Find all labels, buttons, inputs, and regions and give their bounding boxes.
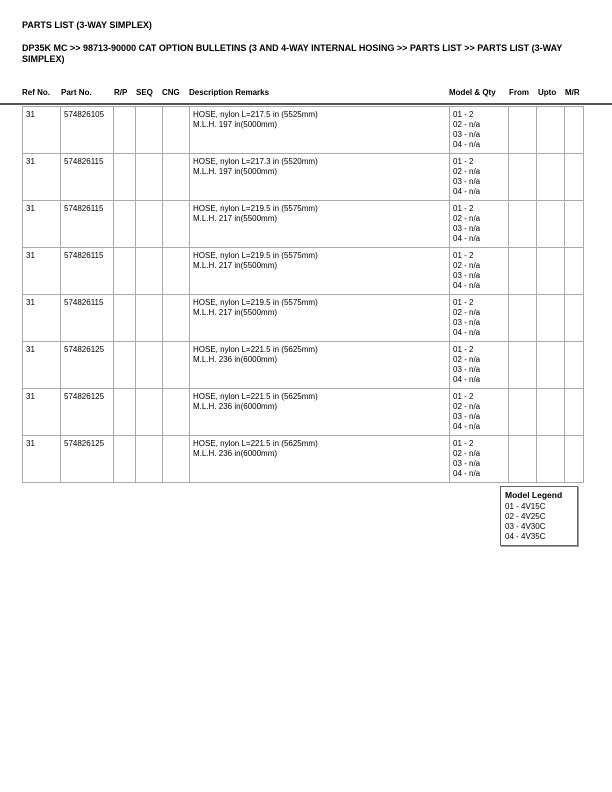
model-qty: 03 - n/a — [453, 177, 481, 186]
cell — [537, 436, 565, 483]
table-row — [23, 107, 584, 154]
cell — [537, 107, 565, 154]
cell — [114, 342, 136, 389]
cell — [537, 201, 565, 248]
cell — [23, 201, 61, 248]
part-no: 574826125 — [64, 345, 105, 354]
cell — [61, 248, 114, 295]
part-no: 574826115 — [64, 204, 104, 213]
cell — [450, 295, 509, 342]
page-title: PARTS LIST (3-WAY SIMPLEX) — [22, 20, 152, 30]
cell — [565, 295, 584, 342]
cell — [565, 436, 584, 483]
ref-no: 31 — [26, 110, 35, 119]
cell — [136, 248, 163, 295]
cell — [509, 295, 537, 342]
model-qty: 02 - n/a — [453, 261, 481, 270]
legend-title: Model Legend — [505, 490, 563, 500]
model-qty: 04 - n/a — [453, 187, 481, 196]
model-qty: 02 - n/a — [453, 449, 481, 458]
ref-no: 31 — [26, 204, 35, 213]
legend-item: 01 - 4V15C — [505, 502, 546, 511]
column-header: Ref No. — [22, 88, 50, 97]
cell — [190, 154, 450, 201]
description: HOSE, nylon L=219.5 in (5575mm) — [193, 204, 318, 213]
model-qty: 03 - n/a — [453, 318, 481, 327]
remarks: M.L.H. 217 in(5500mm) — [193, 261, 278, 270]
column-header: CNG — [162, 88, 180, 97]
cell — [450, 201, 509, 248]
table-row — [23, 248, 584, 295]
cell — [190, 342, 450, 389]
model-qty: 04 - n/a — [453, 422, 481, 431]
column-header: From — [509, 88, 529, 97]
cell — [23, 295, 61, 342]
cell — [114, 436, 136, 483]
part-no: 574826105 — [64, 110, 105, 119]
cell — [537, 295, 565, 342]
cell — [163, 154, 190, 201]
ref-no: 31 — [26, 157, 35, 166]
cell — [537, 342, 565, 389]
part-no: 574826115 — [64, 157, 104, 166]
cell — [509, 154, 537, 201]
column-header: Upto — [538, 88, 557, 97]
cell — [509, 342, 537, 389]
cell — [509, 107, 537, 154]
table-row — [23, 436, 584, 483]
model-qty: 03 - n/a — [453, 271, 481, 280]
breadcrumb: DP35K MC >> 98713-90000 CAT OPTION BULLETINS (3 AND 4-WAY INTERNAL HOSING >> PARTS LIST >> PARTS LIST (3-WAY SIMPLEX) — [22, 43, 563, 64]
cell — [23, 248, 61, 295]
cell — [565, 154, 584, 201]
cell — [61, 154, 114, 201]
cell — [163, 201, 190, 248]
parts-table — [22, 106, 584, 483]
ref-no: 31 — [26, 298, 35, 307]
cell — [565, 201, 584, 248]
part-no: 574826125 — [64, 439, 105, 448]
column-header: SEQ — [136, 88, 153, 97]
model-qty: 01 - 2 — [453, 157, 474, 166]
cell — [565, 342, 584, 389]
cell — [565, 107, 584, 154]
cell — [565, 248, 584, 295]
remarks: M.L.H. 236 in(6000mm) — [193, 449, 278, 458]
cell — [163, 389, 190, 436]
model-qty: 02 - n/a — [453, 402, 481, 411]
part-no: 574826125 — [64, 392, 105, 401]
cell — [163, 295, 190, 342]
remarks: M.L.H. 217 in(5500mm) — [193, 308, 278, 317]
column-header: Part No. — [61, 88, 92, 97]
remarks: M.L.H. 236 in(6000mm) — [193, 402, 278, 411]
model-qty: 03 - n/a — [453, 365, 481, 374]
cell — [163, 342, 190, 389]
description: HOSE, nylon L=217.3 in (5520mm) — [193, 157, 318, 166]
cell — [190, 389, 450, 436]
ref-no: 31 — [26, 392, 35, 401]
cell — [114, 389, 136, 436]
remarks: M.L.H. 197 in(5000mm) — [193, 167, 278, 176]
model-qty: 03 - n/a — [453, 412, 481, 421]
model-qty: 03 - n/a — [453, 459, 481, 468]
table-row — [23, 154, 584, 201]
cell — [537, 154, 565, 201]
model-qty: 01 - 2 — [453, 251, 474, 260]
cell — [61, 107, 114, 154]
cell — [450, 107, 509, 154]
cell — [61, 201, 114, 248]
description: HOSE, nylon L=221.5 in (5625mm) — [193, 345, 318, 354]
legend-item: 04 - 4V35C — [505, 532, 546, 541]
ref-no: 31 — [26, 439, 35, 448]
table-row — [23, 201, 584, 248]
cell — [136, 436, 163, 483]
cell — [136, 107, 163, 154]
model-qty: 02 - n/a — [453, 214, 481, 223]
cell — [450, 342, 509, 389]
column-header: Description Remarks — [189, 88, 270, 97]
cell — [61, 389, 114, 436]
description: HOSE, nylon L=221.5 in (5625mm) — [193, 392, 318, 401]
cell — [23, 389, 61, 436]
cell — [114, 107, 136, 154]
cell — [190, 436, 450, 483]
model-qty: 02 - n/a — [453, 355, 481, 364]
description: HOSE, nylon L=219.5 in (5575mm) — [193, 298, 318, 307]
part-no: 574826115 — [64, 251, 104, 260]
cell — [61, 436, 114, 483]
cell — [509, 436, 537, 483]
ref-no: 31 — [26, 345, 35, 354]
model-qty: 02 - n/a — [453, 120, 481, 129]
model-qty: 04 - n/a — [453, 234, 481, 243]
model-qty: 01 - 2 — [453, 439, 474, 448]
remarks: M.L.H. 217 in(5500mm) — [193, 214, 278, 223]
model-qty: 04 - n/a — [453, 469, 481, 478]
cell — [450, 389, 509, 436]
cell — [136, 389, 163, 436]
cell — [23, 154, 61, 201]
cell — [509, 389, 537, 436]
cell — [136, 342, 163, 389]
model-qty: 01 - 2 — [453, 204, 474, 213]
cell — [23, 436, 61, 483]
column-header: Model & Qty — [449, 88, 496, 97]
cell — [190, 295, 450, 342]
cell — [114, 295, 136, 342]
legend-item: 02 - 4V25C — [505, 512, 546, 521]
column-header: M/R — [565, 88, 580, 97]
column-header: R/P — [114, 88, 128, 97]
model-qty: 04 - n/a — [453, 281, 481, 290]
cell — [114, 248, 136, 295]
cell — [190, 107, 450, 154]
model-qty: 02 - n/a — [453, 308, 481, 317]
model-qty: 02 - n/a — [453, 167, 481, 176]
cell — [163, 248, 190, 295]
model-qty: 04 - n/a — [453, 375, 481, 384]
cell — [450, 248, 509, 295]
table-row — [23, 342, 584, 389]
legend-item: 03 - 4V30C — [505, 522, 546, 531]
cell — [23, 107, 61, 154]
cell — [509, 201, 537, 248]
part-no: 574826115 — [64, 298, 104, 307]
cell — [163, 436, 190, 483]
cell — [450, 436, 509, 483]
header-divider — [0, 103, 612, 105]
ref-no: 31 — [26, 251, 35, 260]
description: HOSE, nylon L=221.5 in (5625mm) — [193, 439, 318, 448]
cell — [136, 201, 163, 248]
description: HOSE, nylon L=219.5 in (5575mm) — [193, 251, 318, 260]
cell — [509, 248, 537, 295]
model-qty: 01 - 2 — [453, 392, 474, 401]
cell — [537, 389, 565, 436]
table-row — [23, 295, 584, 342]
cell — [190, 248, 450, 295]
model-qty: 01 - 2 — [453, 345, 474, 354]
cell — [136, 295, 163, 342]
cell — [537, 248, 565, 295]
cell — [61, 295, 114, 342]
model-qty: 03 - n/a — [453, 130, 481, 139]
description: HOSE, nylon L=217.5 in (5525mm) — [193, 110, 318, 119]
model-qty: 01 - 2 — [453, 298, 474, 307]
cell — [114, 201, 136, 248]
model-qty: 01 - 2 — [453, 110, 474, 119]
cell — [565, 389, 584, 436]
model-qty: 04 - n/a — [453, 140, 481, 149]
cell — [136, 154, 163, 201]
remarks: M.L.H. 236 in(6000mm) — [193, 355, 278, 364]
cell — [114, 154, 136, 201]
cell — [190, 201, 450, 248]
table-row — [23, 389, 584, 436]
model-qty: 04 - n/a — [453, 328, 481, 337]
model-qty: 03 - n/a — [453, 224, 481, 233]
model-legend — [500, 486, 578, 546]
cell — [23, 342, 61, 389]
cell — [163, 107, 190, 154]
cell — [61, 342, 114, 389]
remarks: M.L.H. 197 in(5000mm) — [193, 120, 278, 129]
cell — [450, 154, 509, 201]
